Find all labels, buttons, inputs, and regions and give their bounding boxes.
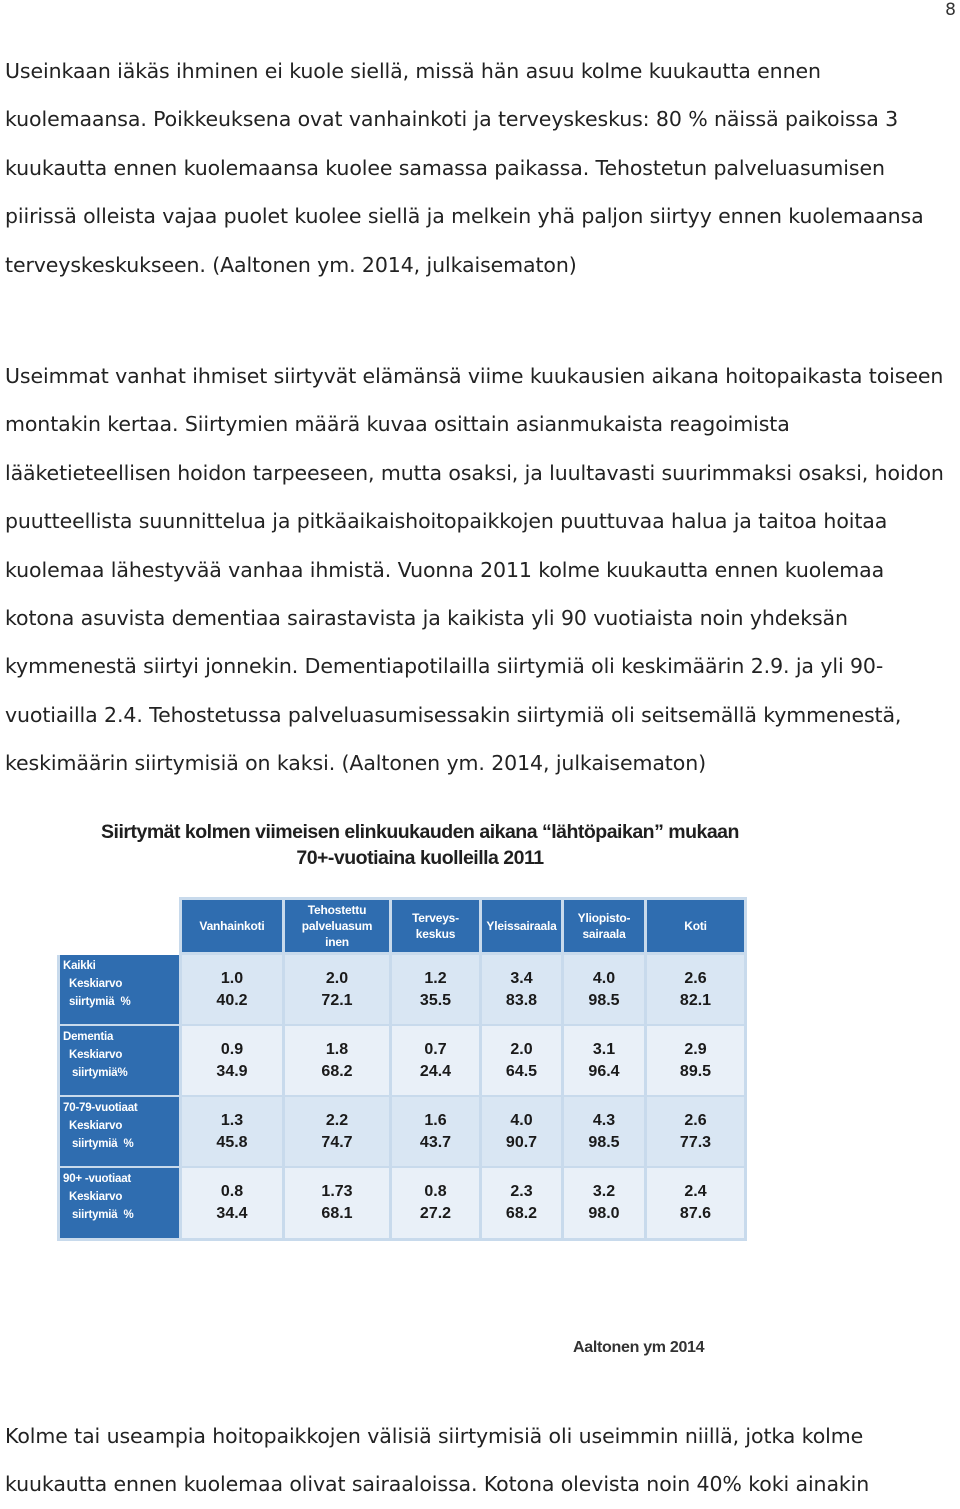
table-data-cell (182, 955, 282, 1024)
page-number: 8 (945, 0, 956, 20)
cell-mean-value: 0.9 (220, 1040, 244, 1058)
cell-percent-value: 68.1 (321, 1205, 353, 1222)
table-corner (57, 897, 179, 955)
table-data-cell (647, 1168, 744, 1238)
table-data-cell (564, 955, 644, 1024)
table-data-cell (482, 1026, 561, 1095)
table-data-cell (564, 1026, 644, 1095)
cell-percent-value: 64.5 (505, 1062, 538, 1080)
table-data-cell (182, 1168, 282, 1238)
cell-percent-value: 45.8 (216, 1133, 248, 1151)
table-data-cell (182, 1097, 282, 1166)
cell-percent-value: 35.5 (419, 991, 452, 1009)
table-data-cell (482, 1097, 561, 1166)
table-data-cell (564, 1168, 644, 1238)
cell-mean-value: 2.6 (684, 1111, 707, 1129)
paragraph-1: Useinkaan iäkäs ihminen ei kuole siellä, missä hän asuu kolme kuukautta ennen kuolemaansa. Poikkeuksena ovat vanhainkoti ja terveyskeskus: 80 % näissä paikoissa 3 kuukautta ennen kuolemaansa kuolee samassa paikassa. Tehostetun palveluasumisen piirissä olleista vajaa puolet kuolee siellä ja melkein yhä paljon siirtyy ennen kuolemaansa terveyskeskukseen. (Aaltonen ym. 2014, julkaisematon) (5, 59, 924, 277)
cell-mean-value: 3.4 (510, 969, 533, 987)
paragraph-2: Useimmat vanhat ihmiset siirtyvät elämänsä viime kuukausien aikana hoitopaikasta toiseen montakin kertaa. Siirtymien määrä kuvaa osittain asianmukaista reagoimista lääketieteellisen hoidon tarpeeseen, mutta osaksi, ja luultavasti suurimmaksi osaksi, hoidon puutteellista suunnittelua ja pitkäaikaishoitopaikkojen puuttuvaa halua ja taitoa hoitaa kuolemaa lähestyvää vanhaa ihmistä. Vuonna 2011 kolme kuukautta ennen kuolemaa kotona asuvista dementiaa sairastavista ja kaikista yli 90 vuotiaista noin yhdeksän kymmenestä siirtyi jonnekin. Dementiapotilailla siirtymiä oli keskimäärin 2.9. ja yli 90-vuotiailla 2.4. Tehostetussa palveluasumisessakin siirtymiä oli seitsemällä kymmenestä, keskimäärin siirtymisiä on kaksi. (Aaltonen ym. 2014, julkaisematon) (5, 364, 944, 776)
table-row-label: Dementia Keskiarvo siirtymiä% (60, 1026, 179, 1095)
transitions-table (57, 897, 747, 1241)
table-header-cell: Vanhainkoti (182, 900, 282, 952)
cell-percent-value: 77.3 (679, 1133, 712, 1151)
figure-caption: Aaltonen ym 2014 (573, 1339, 705, 1356)
cell-mean-value: 2.3 (510, 1183, 533, 1200)
table-data-cell (392, 1026, 479, 1095)
cell-mean-value: 2.9 (684, 1040, 707, 1058)
cell-percent-value: 98.5 (588, 1133, 620, 1151)
table-data-cell (285, 1097, 389, 1166)
cell-percent-value: 27.2 (419, 1205, 452, 1222)
table-header-cell: Tehostettu palveluasum inen (285, 900, 389, 952)
cell-mean-value: 2.4 (684, 1183, 707, 1200)
cell-percent-value: 83.8 (505, 991, 538, 1009)
cell-mean-value: 0.7 (424, 1040, 447, 1058)
table-data-cell (392, 1168, 479, 1238)
cell-percent-value: 40.2 (216, 991, 248, 1009)
table-data-cell (285, 955, 389, 1024)
cell-mean-value: 0.8 (424, 1183, 447, 1200)
table-header-cell: Koti (647, 900, 744, 952)
cell-mean-value: 1.3 (220, 1111, 244, 1129)
cell-percent-value: 89.5 (679, 1062, 712, 1080)
cell-mean-value: 1.8 (325, 1040, 349, 1058)
cell-mean-value: 2.0 (510, 1040, 533, 1058)
cell-percent-value: 68.2 (505, 1205, 538, 1222)
table-row-label: 70-79-vuotiaat Keskiarvo siirtymiä % (60, 1097, 179, 1166)
cell-mean-value: 3.1 (592, 1040, 616, 1058)
cell-mean-value: 2.6 (684, 969, 707, 987)
cell-percent-value: 87.6 (679, 1205, 712, 1222)
cell-mean-value: 1.2 (424, 969, 447, 987)
cell-percent-value: 72.1 (321, 991, 353, 1009)
table-data-cell (182, 1026, 282, 1095)
cell-mean-value: 1.73 (321, 1183, 353, 1200)
table-header-cell: Yliopisto- sairaala (564, 900, 644, 952)
cell-percent-value: 68.2 (321, 1062, 353, 1080)
figure-title-line-2: 70+-vuotiaina kuolleilla 2011 (296, 847, 544, 869)
table-data-cell (285, 1168, 389, 1238)
table-data-cell (285, 1026, 389, 1095)
table-data-cell (482, 1168, 561, 1238)
cell-mean-value: 4.3 (592, 1111, 616, 1129)
cell-mean-value: 2.2 (325, 1111, 349, 1129)
table-data-cell (482, 955, 561, 1024)
table-data-cell (647, 1097, 744, 1166)
cell-mean-value: 1.6 (424, 1111, 447, 1129)
table-data-cell (392, 1097, 479, 1166)
cell-percent-value: 34.4 (216, 1205, 248, 1222)
cell-percent-value: 43.7 (419, 1133, 452, 1151)
cell-percent-value: 96.4 (588, 1062, 620, 1080)
table-data-cell (647, 955, 744, 1024)
cell-percent-value: 82.1 (679, 991, 712, 1009)
table-row-label: Kaikki Keskiarvo siirtymiä % (60, 955, 179, 1024)
paragraph-3: Kolme tai useampia hoitopaikkojen välisiä siirtymisiä oli useimmin niillä, jotka kolme kuukautta ennen kuolemaa olivat sairaaloissa. Kotona olevista noin 40% koki ainakin (5, 1424, 870, 1497)
cell-mean-value: 1.0 (220, 969, 244, 987)
cell-mean-value: 4.0 (592, 969, 616, 987)
cell-percent-value: 90.7 (505, 1133, 538, 1151)
table-header-cell: Yleissairaala (482, 900, 561, 952)
table-data-cell (392, 955, 479, 1024)
cell-percent-value: 34.9 (216, 1062, 248, 1080)
figure-title-line-1: Siirtymät kolmen viimeisen elinkuukauden aikana “lähtöpaikan” mukaan (101, 821, 739, 843)
cell-percent-value: 24.4 (419, 1062, 452, 1080)
table-data-cell (647, 1026, 744, 1095)
table-header-cell: Terveys- keskus (392, 900, 479, 952)
cell-percent-value: 74.7 (321, 1133, 353, 1151)
cell-mean-value: 4.0 (510, 1111, 533, 1129)
cell-mean-value: 2.0 (325, 969, 349, 987)
cell-mean-value: 0.8 (220, 1183, 244, 1200)
cell-percent-value: 98.0 (588, 1205, 620, 1222)
table-row-label: 90+ -vuotiaat Keskiarvo siirtymiä % (60, 1168, 179, 1238)
cell-mean-value: 3.2 (592, 1183, 616, 1200)
cell-percent-value: 98.5 (588, 991, 620, 1009)
table-data-cell (564, 1097, 644, 1166)
